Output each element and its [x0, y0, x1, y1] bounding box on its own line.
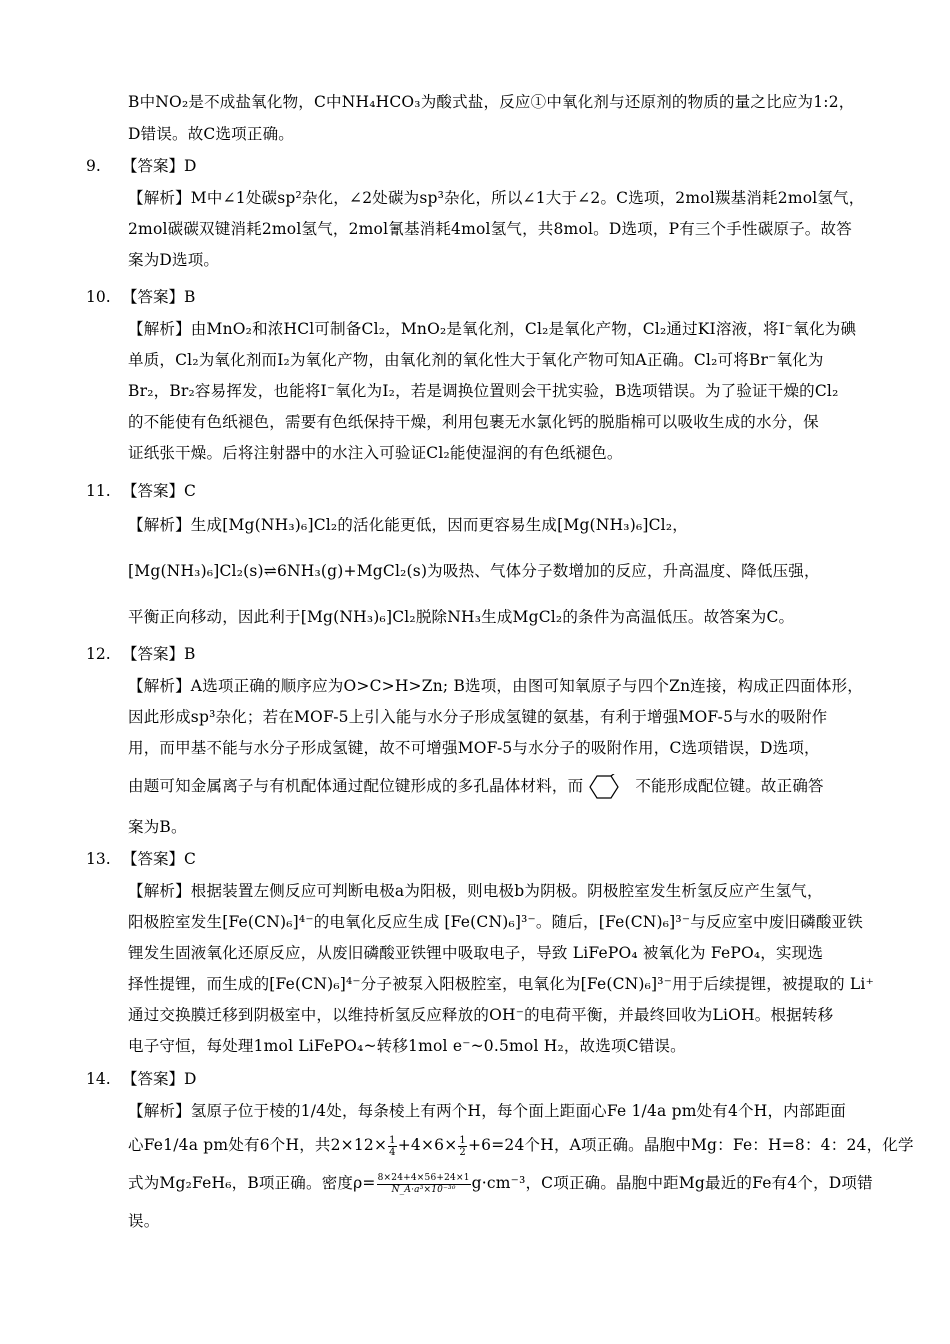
intro-line-1: B中NO₂是不成盐氧化物，C中NH₄HCO₃为酸式盐，反应①中氧化剂与还原剂的物质的量之比应为1:2， — [128, 93, 855, 111]
q14-number: 14. — [86, 1070, 111, 1088]
q11-answer: 【答案】C — [122, 482, 196, 500]
q10-number: 10. — [86, 288, 111, 306]
q12-line-1: 【解析】A选项正确的顺序应为O>C>H>Zn; B选项，由图可知氧原子与四个Zn连接，构成正四面体形， — [128, 677, 863, 695]
q14-line-2-c: +6=24个H，A项正确。晶胞中Mg：Fe：H=8：4：24，化学 — [467, 1136, 914, 1154]
q13-line-6: 电子守恒，每处理1mol LiFePO₄~转移1mol e⁻~0.5mol H₂，故选项C错误。 — [128, 1037, 686, 1055]
q13-number: 13. — [86, 850, 111, 868]
q10-line-3: Br₂，Br₂容易挥发，也能将I⁻氧化为I₂，若是调换位置则会干扰实验，B选项错误。为了验证干燥的Cl₂ — [128, 382, 839, 400]
q14-line-2-a: 心Fe1/4a pm处有6个H，共2×12× — [128, 1136, 388, 1154]
q9-line-2: 2mol碳碳双键消耗2mol氢气，2mol氰基消耗4mol氢气，共8mol。D选项，P有三个手性碳原子。故答 — [128, 220, 852, 238]
half-fraction — [458, 1135, 467, 1158]
q13-line-2: 阳极腔室发生[Fe(CN)₆]⁴⁻的电氧化反应生成 [Fe(CN)₆]³⁻。随后，[Fe(CN)₆]³⁻与反应室中废旧磷酸亚铁 — [128, 913, 863, 931]
q12-header — [86, 643, 195, 665]
q9-header — [86, 155, 196, 177]
q9-number: 9. — [86, 157, 101, 175]
q14-header — [86, 1068, 196, 1090]
methyl-hexagon-icon — [583, 774, 635, 800]
q9-line-1: 【解析】M中∠1处碳sp²杂化，∠2处碳为sp³杂化，所以∠1大于∠2。C选项，2mol羰基消耗2mol氢气， — [128, 189, 865, 207]
q12-line-2: 因此形成sp³杂化；若在MOF-5上引入能与水分子形成氢键的氨基，有利于增强MOF-5与水的吸附作 — [128, 708, 828, 726]
q12-line-4-text: 由题可知金属离子与有机配体通过配位键形成的多孔晶体材料，而 — [128, 777, 584, 795]
q10-line-1: 【解析】由MnO₂和浓HCl可制备Cl₂，MnO₂是氧化剂，Cl₂是氧化产物，Cl₂通过KI溶液，将I⁻氧化为碘 — [128, 320, 857, 338]
q10-line-2: 单质，Cl₂为氧化剂而I₂为氧化产物，由氧化剂的氧化性大于氧化产物可知A正确。Cl₂可将Br⁻氧化为 — [128, 351, 824, 369]
quarter-den: 4 — [389, 1146, 396, 1158]
q13-answer: 【答案】C — [122, 850, 196, 868]
q10-answer: 【答案】B — [122, 288, 196, 306]
q10-header — [86, 286, 195, 308]
q12-answer: 【答案】B — [122, 645, 196, 663]
half-num: 1 — [459, 1134, 466, 1146]
quarter-fraction — [388, 1135, 397, 1158]
q13-line-1: 【解析】根据装置左侧反应可判断电极a为阳极，则电极b为阴极。阴极腔室发生析氢反应产生氢气， — [128, 882, 823, 900]
q14-line-4: 误。 — [128, 1212, 160, 1230]
density-den: N_A·a³×10⁻³⁰ — [391, 1184, 456, 1195]
q14-line-3-a: 式为Mg₂FeH₆，B项正确。密度ρ= — [128, 1174, 376, 1192]
q10-line-5: 证纸张干燥。后将注射器中的水注入可验证Cl₂能使湿润的有色纸褪色。 — [128, 444, 623, 462]
density-fraction — [377, 1173, 471, 1196]
q12-line-5: 案为B。 — [128, 818, 187, 836]
q14-line-2 — [128, 1134, 914, 1158]
q12-line-4 — [128, 774, 858, 800]
density-num: 8×24+4×56+24×1 — [377, 1172, 470, 1183]
q13-line-3: 锂发生固液氧化还原反应，从废旧磷酸亚铁锂中吸取电子，导致 LiFePO₄ 被氧化为 FePO₄，实现选 — [128, 944, 824, 962]
q9-answer: 【答案】D — [122, 157, 197, 175]
q12-line-4-tail: 不能形成配位键。故正确答 — [635, 777, 824, 795]
q14-line-3 — [128, 1172, 873, 1196]
half-den: 2 — [459, 1146, 466, 1158]
q14-line-1: 【解析】氢原子位于棱的1/4处，每条棱上有两个H，每个面上距面心Fe 1/4a pm处有4个H，内部距面 — [128, 1102, 846, 1120]
q11-line-1: 【解析】生成[Mg(NH₃)₆]Cl₂的活化能更低，因而更容易生成[Mg(NH₃)₆]Cl₂， — [128, 516, 688, 534]
q11-line-2: [Mg(NH₃)₆]Cl₂(s)⇌6NH₃(g)+MgCl₂(s)为吸热、气体分子数增加的反应，升高温度、降低压强， — [128, 562, 820, 580]
intro-line-2: D错误。故C选项正确。 — [128, 125, 294, 143]
q14-line-2-b: +4×6× — [397, 1136, 458, 1154]
q10-line-4: 的不能使有色纸褪色，需要有色纸保持干燥，利用包裹无水氯化钙的脱脂棉可以吸收生成的水分，保 — [128, 413, 819, 431]
quarter-num: 1 — [389, 1134, 396, 1146]
q11-number: 11. — [86, 482, 111, 500]
q11-header — [86, 480, 196, 502]
q9-line-3: 案为D选项。 — [128, 251, 220, 269]
q13-header — [86, 848, 196, 870]
q13-line-5: 通过交换膜迁移到阴极室中，以维持析氢反应释放的OH⁻的电荷平衡，并最终回收为LiOH。根据转移 — [128, 1006, 834, 1024]
q14-answer: 【答案】D — [122, 1070, 197, 1088]
q13-line-4: 择性提锂，而生成的[Fe(CN)₆]⁴⁻分子被泵入阳极腔室，电氧化为[Fe(CN)₆]³⁻用于后续提锂，被提取的 Li⁺ — [128, 975, 874, 993]
q12-line-3: 用，而甲基不能与水分子形成氢键，故不可增强MOF-5与水分子的吸附作用，C选项错误，D选项， — [128, 739, 820, 757]
q11-line-3: 平衡正向移动，因此利于[Mg(NH₃)₆]Cl₂脱除NH₃生成MgCl₂的条件为高温低压。故答案为C。 — [128, 608, 795, 626]
q14-line-3-b: g·cm⁻³，C项正确。晶胞中距Mg最近的Fe有4个，D项错 — [471, 1174, 873, 1192]
q12-number: 12. — [86, 645, 111, 663]
